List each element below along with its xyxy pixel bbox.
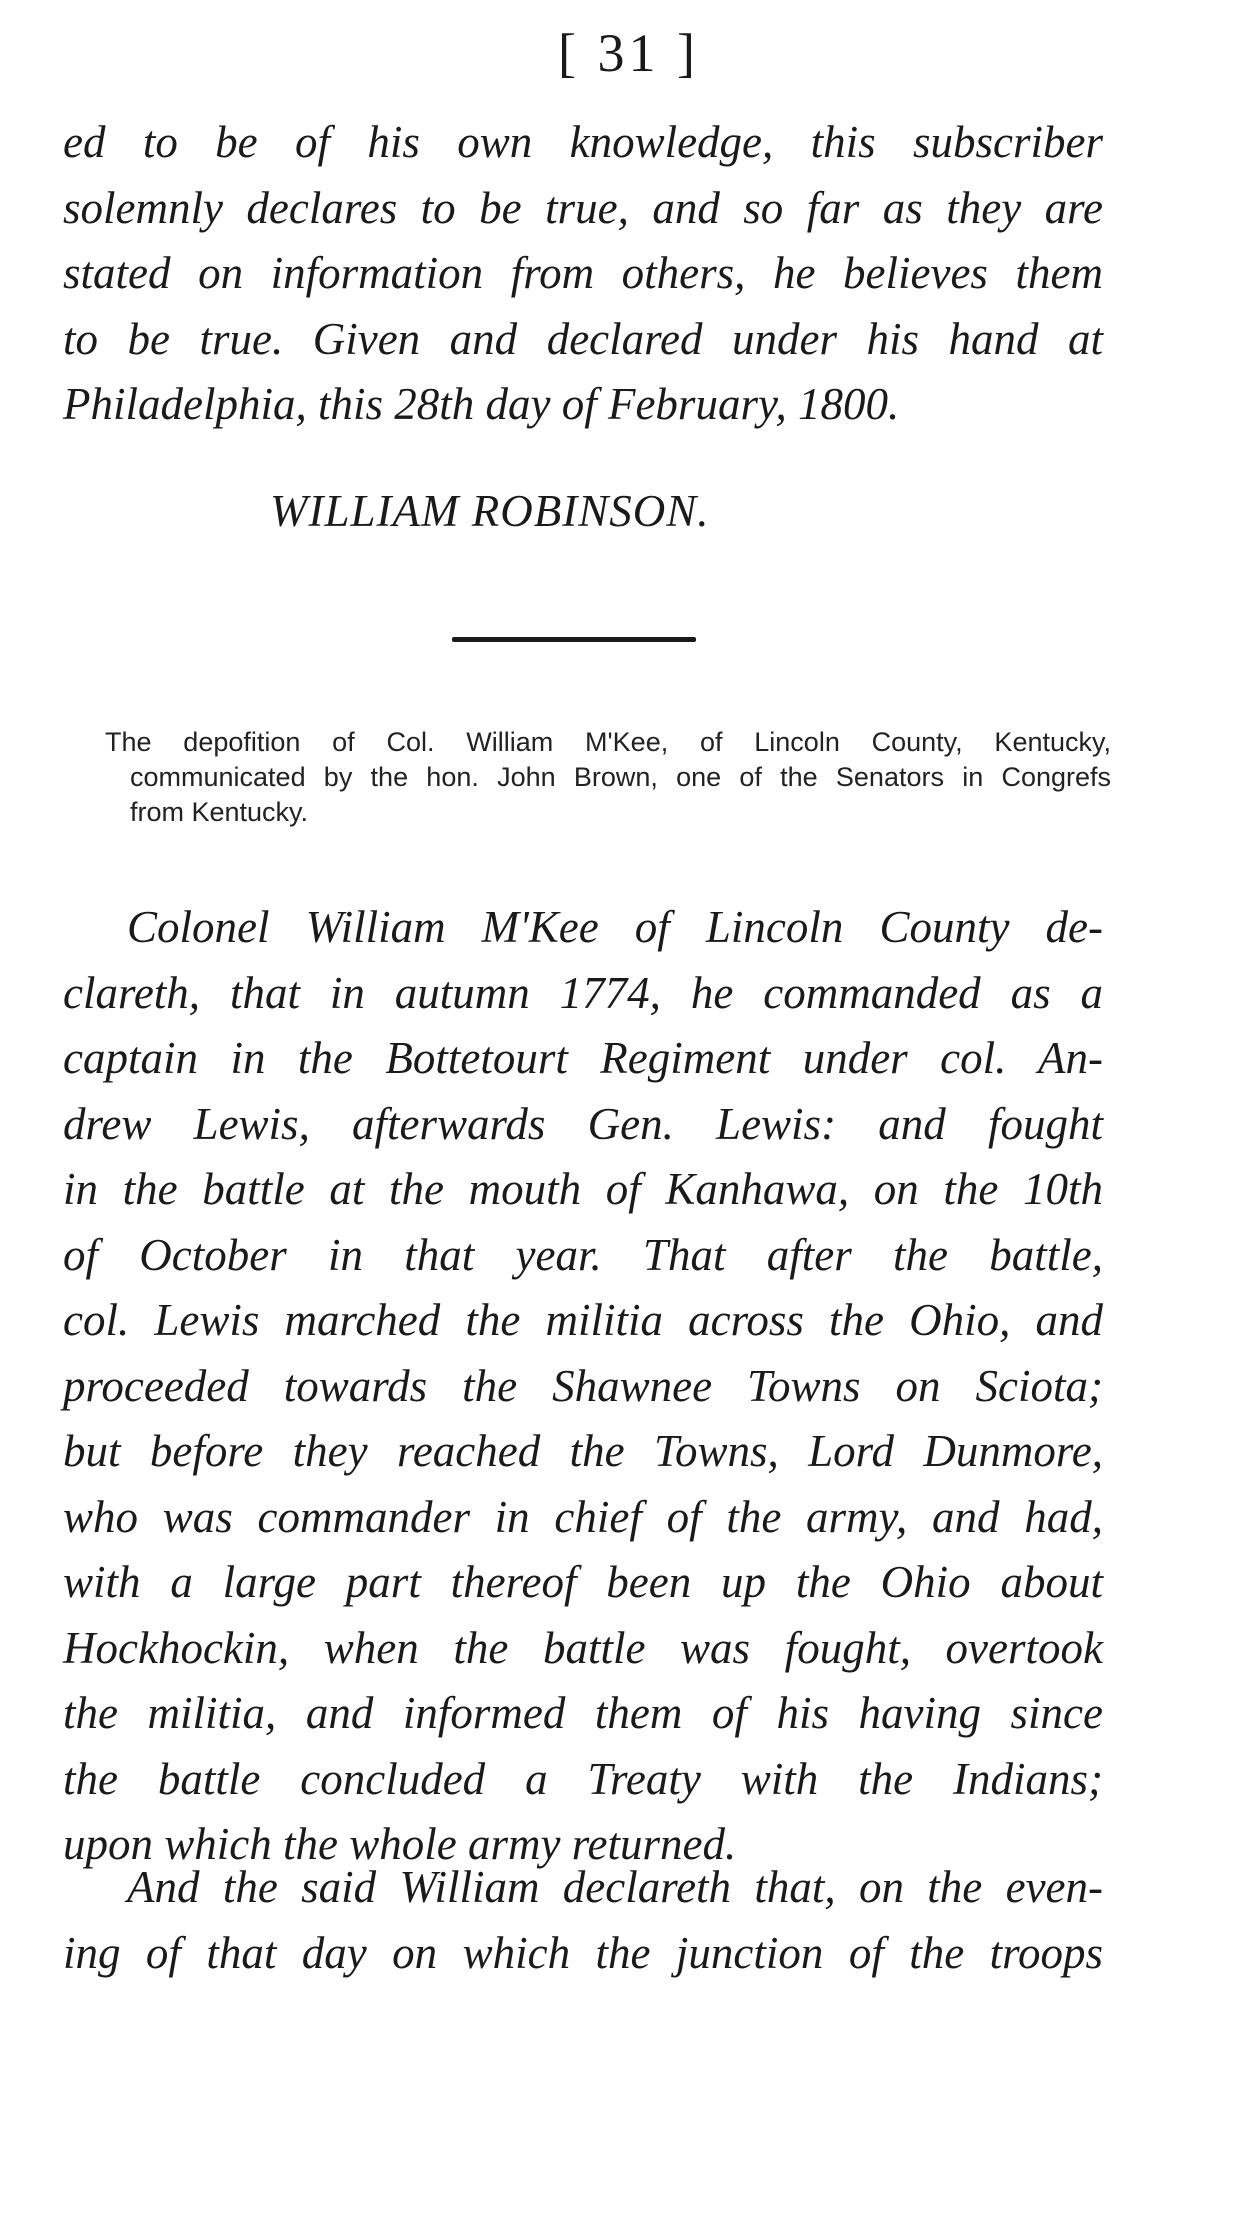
closing-paragraph [63, 110, 1103, 438]
text-line: the militia, and informed them of his having since [63, 1688, 1103, 1738]
text-line: ed to be of his own knowledge, this subscriber [63, 117, 1103, 167]
text-line: proceeded towards the Shawnee Towns on Sciota; [63, 1360, 1103, 1411]
text-line: solemnly declares to be true, and so far as they are [63, 182, 1103, 233]
signature-line: WILLIAM ROBINSON. [270, 486, 710, 536]
text-line: drew Lewis, afterwards Gen. Lewis: and fought [63, 1098, 1103, 1149]
text-line: stated on information from others, he believes them [63, 248, 1103, 298]
continuing-paragraph [63, 1855, 1103, 1986]
text-line: Colonel William M'Kee of Lincoln County de- [127, 902, 1103, 952]
text-line: of October in that year. That after the battle, [63, 1229, 1103, 1280]
page-number-header: [ 31 ] [558, 23, 699, 83]
text-line: Hockhockin, when the battle was fought, overtook [63, 1622, 1103, 1673]
text-line: in the battle at the mouth of Kanhawa, on the 10th [63, 1164, 1103, 1214]
text-line: col. Lewis marched the militia across the Ohio, and [63, 1295, 1103, 1345]
text-line: clareth, that in autumn 1774, he commanded as a [63, 967, 1103, 1018]
text-line: but before they reached the Towns, Lord Dunmore, [63, 1426, 1103, 1476]
heading-line: The depofition of Col. William M'Kee, of Lincoln County, Kentucky, [105, 727, 1111, 757]
text-line: Philadelphia, this 28th day of February, 1800. [63, 379, 900, 429]
text-line: ing of that day on which the junction of the troops [63, 1927, 1103, 1978]
heading-line: communicated by the hon. John Brown, one of the Senators in Congrefs [130, 762, 1111, 792]
deposition-paragraph [63, 895, 1103, 1878]
section-divider [452, 637, 696, 642]
text-line: with a large part thereof been up the Ohio about [63, 1557, 1103, 1607]
text-line: captain in the Bottetourt Regiment under col. An- [63, 1033, 1103, 1083]
heading-line: from Kentucky. [130, 797, 309, 827]
text-line: And the said William declareth that, on the even- [127, 1862, 1103, 1912]
deposition-heading [105, 725, 1111, 830]
text-line: the battle concluded a Treaty with the Indians; [63, 1753, 1103, 1804]
text-line: to be true. Given and declared under his hand at [63, 313, 1103, 364]
text-line: who was commander in chief of the army, and had, [63, 1491, 1103, 1542]
text-line: upon which the whole army returned. [63, 1819, 737, 1869]
